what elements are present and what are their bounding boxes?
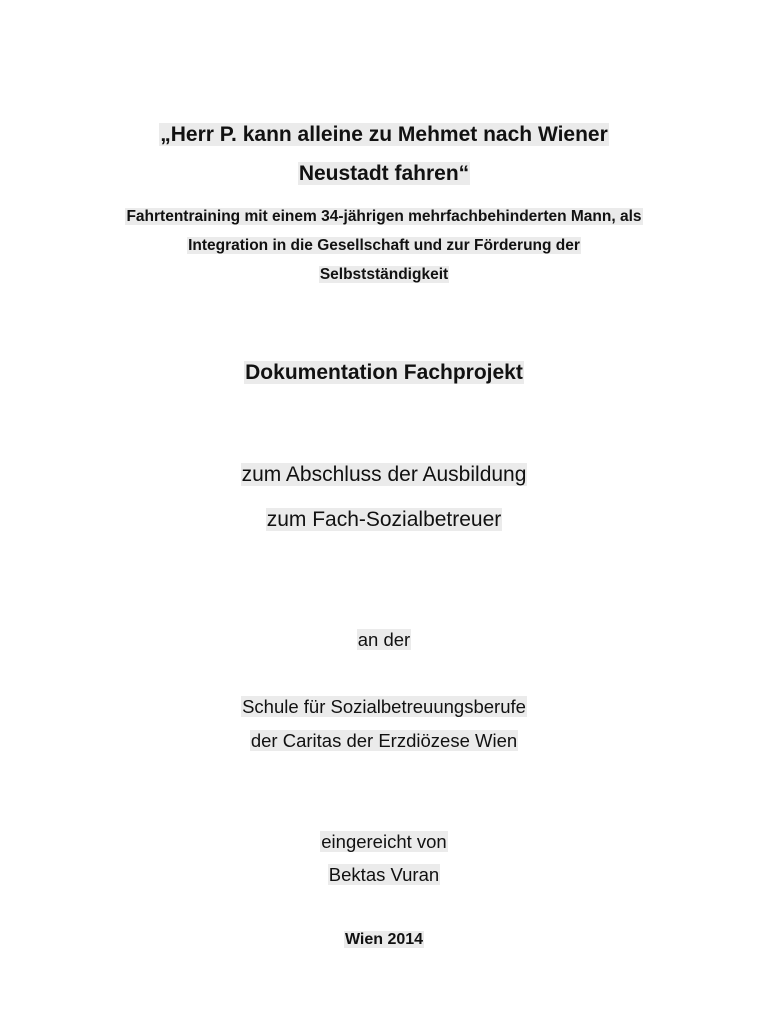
preposition-line <box>0 629 768 651</box>
title-text-1: „Herr P. kann alleine zu Mehmet nach Wiener <box>160 123 608 146</box>
author-line <box>0 864 768 886</box>
school-line-2 <box>0 730 768 752</box>
subtitle-line-3 <box>0 266 768 284</box>
school-text-1: Schule für Sozialbetreuungsberufe <box>242 696 526 717</box>
document-type-text: Dokumentation Fachprojekt <box>245 361 523 384</box>
subtitle-text-2: Integration in die Gesellschaft und zur Förderung der <box>188 237 580 254</box>
title-text-2: Neustadt fahren“ <box>298 162 470 185</box>
subtitle-line-2 <box>0 237 768 255</box>
preposition-text: an der <box>357 629 411 650</box>
document-type <box>0 361 768 385</box>
subtitle-line-1 <box>0 208 768 226</box>
purpose-text-1: zum Abschluss der Ausbildung <box>241 463 527 486</box>
title-line-2 <box>0 162 768 186</box>
title-line-1 <box>0 123 768 147</box>
submitted-label-line <box>0 831 768 853</box>
school-text-2: der Caritas der Erzdiözese Wien <box>250 730 518 751</box>
submitted-label: eingereicht von <box>321 831 447 852</box>
purpose-text-2: zum Fach-Sozialbetreuer <box>266 508 502 531</box>
subtitle-text-1: Fahrtentraining mit einem 34-jährigen mehrfachbehinderten Mann, als <box>126 208 642 225</box>
author-name: Bektas Vuran <box>328 864 440 885</box>
school-line-1 <box>0 696 768 718</box>
purpose-line-2 <box>0 508 768 532</box>
place-date: Wien 2014 <box>344 931 424 948</box>
purpose-line-1 <box>0 463 768 487</box>
place-date-line <box>0 931 768 949</box>
subtitle-text-3: Selbstständigkeit <box>319 266 449 283</box>
